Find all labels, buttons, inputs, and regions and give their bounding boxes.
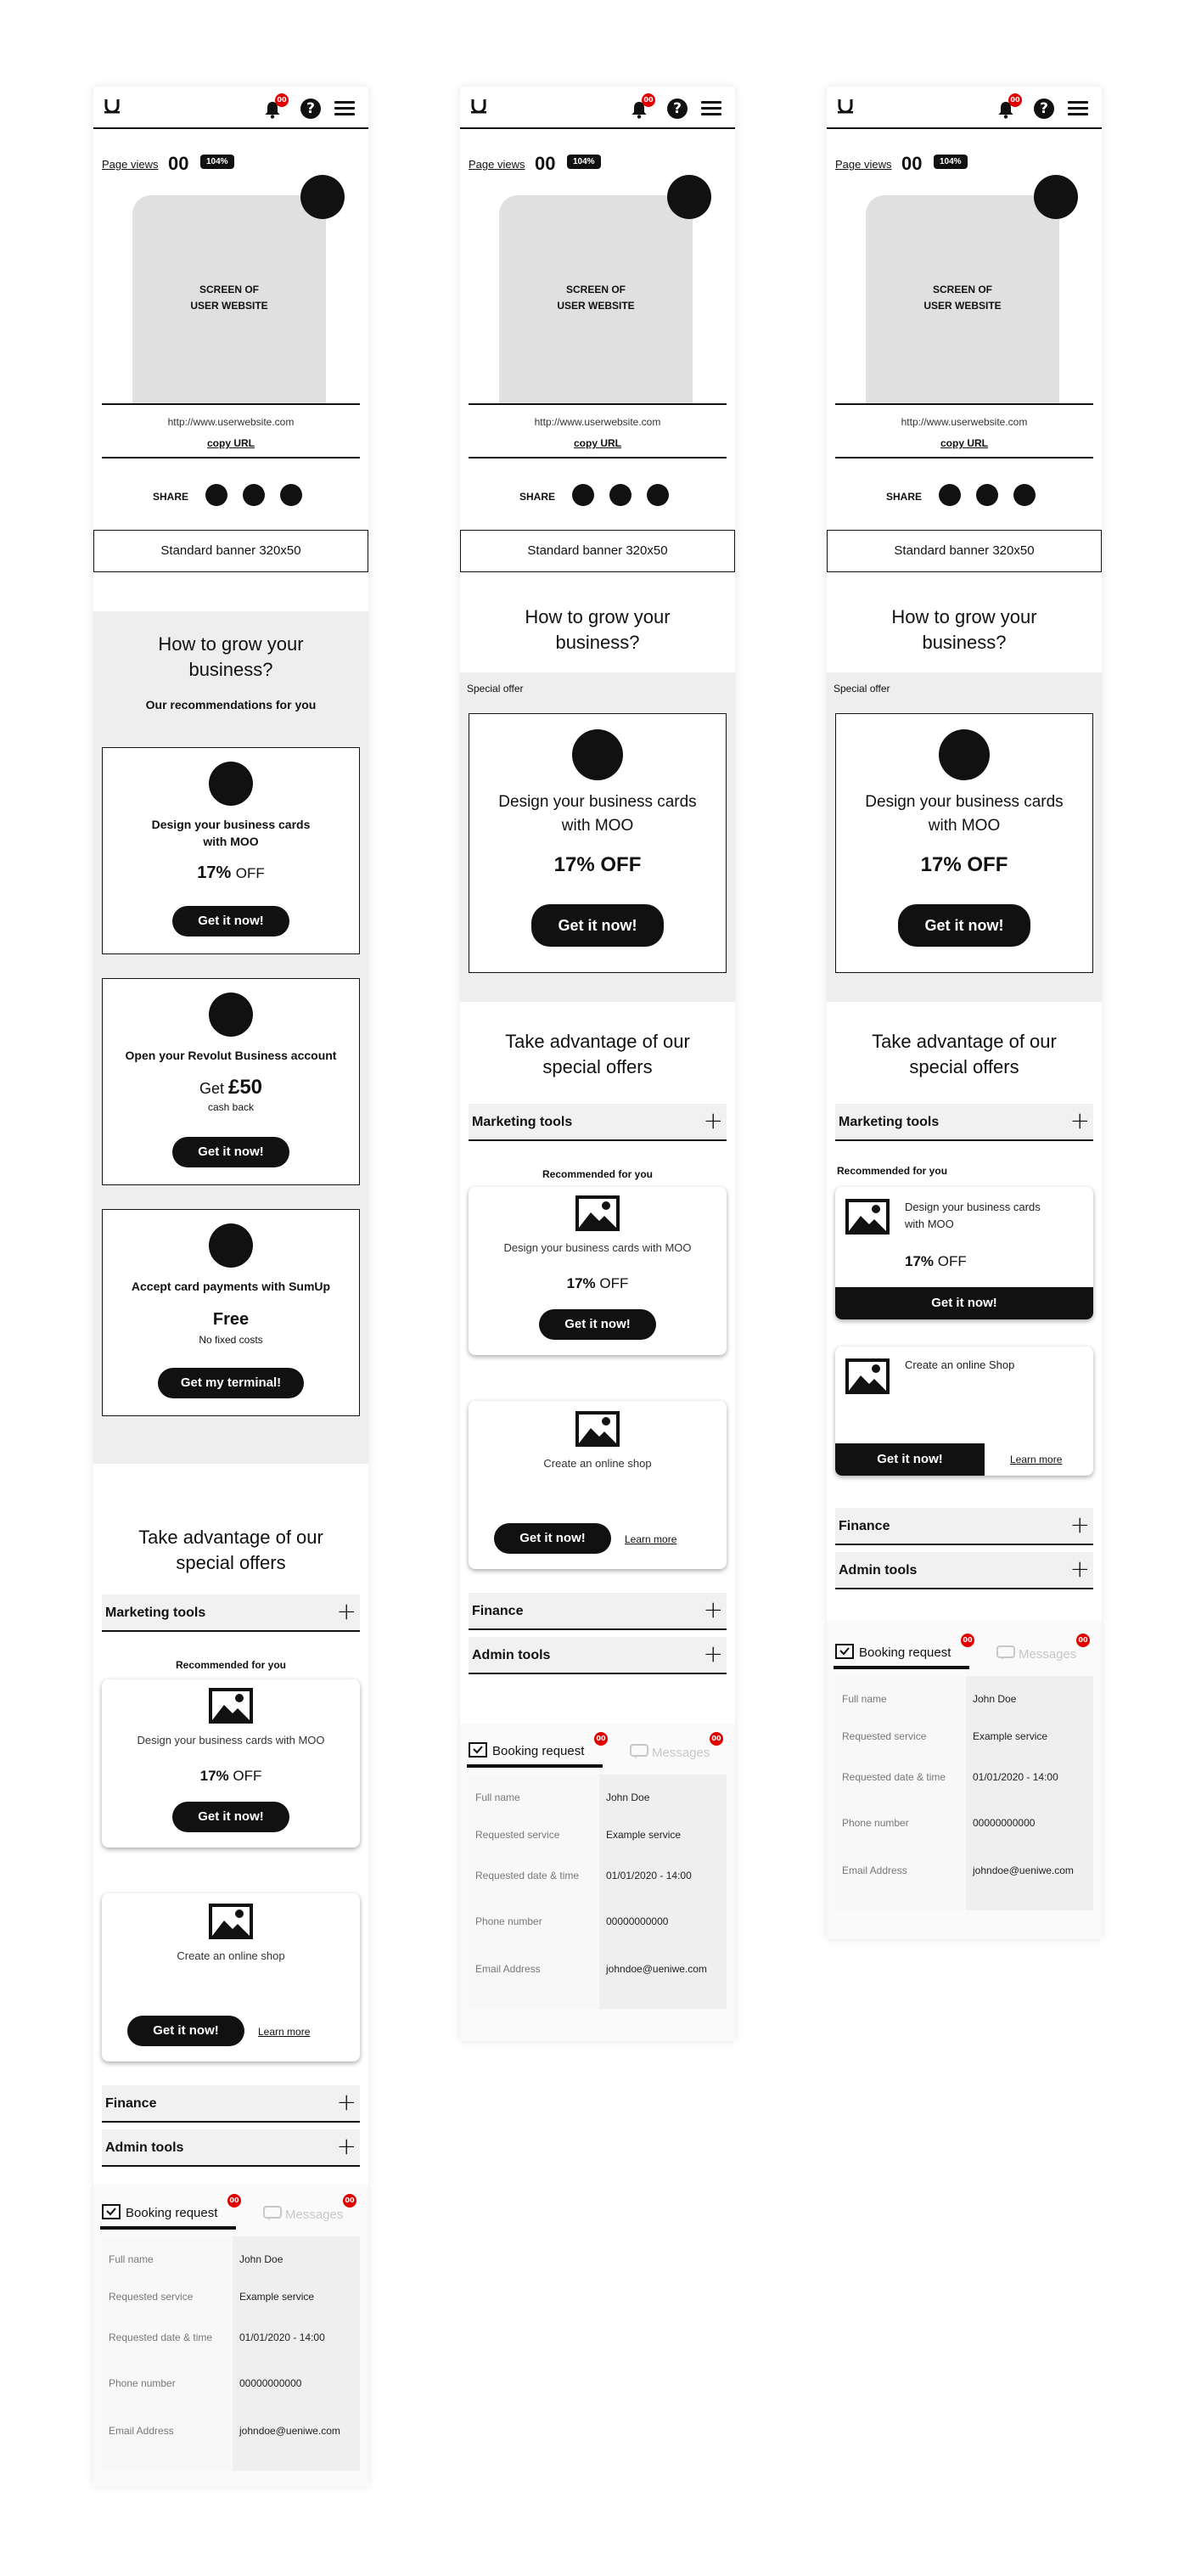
accordion-admin-tools[interactable] — [102, 2129, 360, 2167]
copy-url-link[interactable]: copy URL — [573, 437, 621, 449]
notification-badge: 00 — [710, 1732, 723, 1746]
recommended-label: Recommended for you — [542, 1168, 654, 1180]
field-label: Full name — [475, 1791, 520, 1803]
screen-label: SCREEN OF — [199, 284, 259, 295]
tab-booking-request[interactable] — [100, 2196, 239, 2230]
mobile-screen-variant-1 — [93, 87, 368, 2486]
recommended-label: Recommended for you — [837, 1165, 948, 1177]
offer-text: Create an online shop — [177, 1949, 285, 1962]
share-twitter-icon[interactable] — [609, 484, 631, 506]
field-label: Email Address — [109, 2425, 174, 2437]
plus-icon: + — [336, 2088, 356, 2116]
field-label: Phone number — [475, 1915, 542, 1927]
field-label: Requested service — [475, 1829, 560, 1841]
offer-card-moo — [835, 1187, 1093, 1319]
growth-badge: 104% — [934, 155, 968, 169]
menu-icon[interactable] — [334, 101, 355, 116]
accordion-label: Admin tools — [472, 1648, 551, 1662]
field-value: 00000000000 — [606, 1915, 669, 1927]
offer-price: 17% OFF — [553, 853, 642, 876]
share-twitter-icon[interactable] — [243, 484, 265, 506]
tab-label: Messages — [285, 2208, 344, 2222]
accordion-marketing-tools[interactable] — [835, 1104, 1093, 1141]
mobile-screen-variant-3 — [827, 87, 1102, 1939]
offer-price: Free — [212, 1310, 250, 1329]
offer-subtext: cash back — [207, 1101, 255, 1113]
field-value: John Doe — [606, 1791, 650, 1803]
accordion-finance[interactable] — [102, 2085, 360, 2123]
divider — [102, 457, 360, 458]
page-views-label[interactable]: Page views — [102, 158, 159, 171]
calendar-icon — [102, 2204, 121, 2219]
accordion-label: Marketing tools — [105, 1606, 206, 1620]
website-screenshot — [132, 195, 326, 403]
field-value: 00000000000 — [239, 2377, 302, 2389]
accordion-label: Finance — [472, 1604, 524, 1618]
mobile-screen-variant-2 — [460, 87, 735, 2041]
copy-url-link[interactable]: copy URL — [206, 437, 255, 449]
standard-banner[interactable]: Standard banner 320x50 — [827, 530, 1102, 572]
accordion-finance[interactable] — [469, 1593, 727, 1630]
page-views-value: 00 — [535, 153, 556, 174]
get-my-terminal-button[interactable]: Get my terminal! — [158, 1368, 304, 1398]
offer-price: 17% OFF — [197, 863, 265, 882]
offer-card-sumup — [102, 1209, 360, 1416]
offer-card-revolut — [102, 978, 360, 1185]
section-title: Take advantage of our special offers — [138, 1527, 323, 1573]
copy-url-link[interactable]: copy URL — [940, 437, 988, 449]
screen-label: USER WEBSITE — [923, 300, 1002, 312]
app-header — [827, 87, 1102, 129]
plus-icon: + — [1069, 1555, 1090, 1583]
plus-icon: + — [1069, 1510, 1090, 1538]
get-it-now-button[interactable]: Get it now! — [494, 1523, 611, 1554]
special-offer-label: Special offer — [834, 683, 890, 695]
section-title: How to grow your business? — [158, 633, 304, 680]
recommended-label: Recommended for you — [175, 1659, 287, 1671]
offer-text: Create an online Shop — [905, 1358, 1015, 1371]
image-placeholder-icon — [209, 1904, 253, 1939]
get-it-now-button[interactable]: Get it now! — [172, 1802, 289, 1832]
share-linkedin-icon[interactable] — [280, 484, 302, 506]
help-icon[interactable]: ? — [667, 98, 688, 119]
offer-card-moo — [835, 713, 1093, 973]
field-value: 01/01/2020 - 14:00 — [606, 1870, 692, 1881]
tab-messages[interactable] — [995, 1636, 1093, 1669]
share-label: SHARE — [886, 491, 923, 503]
section-title: Take advantage of our special offers — [872, 1031, 1057, 1077]
field-label: Full name — [109, 2253, 154, 2265]
website-url: http://www.userwebsite.com — [167, 416, 295, 428]
share-linkedin-icon[interactable] — [1013, 484, 1036, 506]
website-url: http://www.userwebsite.com — [534, 416, 661, 428]
growth-badge: 104% — [200, 155, 234, 169]
get-it-now-button[interactable]: Get it now! — [835, 1443, 985, 1476]
website-screenshot — [866, 195, 1059, 403]
field-label: Email Address — [475, 1963, 541, 1975]
field-value: 00000000000 — [973, 1817, 1036, 1829]
field-value: johndoe@ueniwe.com — [239, 2425, 340, 2437]
image-placeholder-icon — [575, 1195, 620, 1231]
calendar-icon — [469, 1742, 487, 1758]
field-value: Example service — [606, 1829, 682, 1841]
divider — [835, 457, 1093, 458]
screen-label: SCREEN OF — [565, 284, 626, 295]
divider — [469, 457, 727, 458]
accordion-label: Admin tools — [839, 1563, 918, 1578]
page-views-value: 00 — [901, 153, 923, 174]
standard-banner[interactable]: Standard banner 320x50 — [460, 530, 735, 572]
field-label: Full name — [842, 1693, 887, 1705]
accordion-marketing-tools[interactable] — [469, 1104, 727, 1141]
field-label: Requested date & time — [109, 2331, 213, 2343]
image-placeholder-icon — [209, 1688, 253, 1724]
field-value: John Doe — [239, 2253, 283, 2265]
offer-text: Design your business cards with MOO — [137, 1734, 325, 1746]
growth-badge: 104% — [567, 155, 601, 169]
share-facebook-icon[interactable] — [572, 484, 594, 506]
notification-badge: 00 — [594, 1732, 608, 1746]
calendar-icon — [835, 1644, 854, 1659]
partner-logo-icon — [572, 729, 623, 780]
website-url: http://www.userwebsite.com — [901, 416, 1028, 428]
plus-icon: + — [703, 1640, 723, 1668]
page-views-label[interactable]: Page views — [835, 158, 892, 171]
page-views-label[interactable]: Page views — [469, 158, 525, 171]
field-value: John Doe — [973, 1693, 1017, 1705]
field-value: johndoe@ueniwe.com — [606, 1963, 707, 1975]
partner-logo-icon — [209, 1223, 253, 1268]
plus-icon: + — [336, 2132, 356, 2160]
offer-price: 17% OFF — [199, 1768, 262, 1784]
accordion-admin-tools[interactable] — [469, 1637, 727, 1674]
get-it-now-button[interactable]: Get it now! — [531, 904, 664, 947]
tab-label: Booking request — [126, 2206, 218, 2220]
divider — [469, 403, 727, 405]
get-it-now-button[interactable]: Get it now! — [835, 1287, 1093, 1319]
booking-details-table — [102, 2236, 360, 2471]
section-title: How to grow your business? — [525, 606, 671, 653]
offer-title: Accept card payments with SumUp — [131, 1280, 331, 1293]
offer-text: Design your business cards with MOO — [905, 1201, 1041, 1230]
avatar[interactable] — [1034, 175, 1078, 219]
partner-logo-icon — [939, 729, 990, 780]
share-label: SHARE — [519, 491, 556, 503]
field-value: johndoe@ueniwe.com — [973, 1865, 1074, 1876]
accordion-marketing-tools[interactable] — [102, 1595, 360, 1632]
share-facebook-icon[interactable] — [939, 484, 961, 506]
field-value: 01/01/2020 - 14:00 — [973, 1771, 1058, 1783]
tab-label: Messages — [652, 1746, 710, 1760]
offer-card-moo — [469, 1187, 727, 1355]
get-it-now-button[interactable]: Get it now! — [127, 2016, 244, 2046]
tab-label: Messages — [1019, 1647, 1077, 1662]
screen-label: USER WEBSITE — [190, 300, 268, 312]
offer-subtext: No fixed costs — [199, 1334, 263, 1346]
message-icon — [630, 1744, 648, 1759]
field-value: Example service — [239, 2291, 315, 2303]
offer-price: 17% OFF — [920, 853, 1008, 876]
share-label: SHARE — [153, 491, 189, 503]
tab-messages[interactable] — [261, 2196, 360, 2230]
plus-icon: + — [336, 1597, 356, 1625]
field-label: Email Address — [842, 1865, 907, 1876]
field-value: Example service — [973, 1730, 1048, 1742]
field-label: Requested service — [842, 1730, 927, 1742]
offer-card-online-shop — [469, 1401, 727, 1569]
accordion-label: Finance — [105, 2096, 157, 2111]
offer-title: Open your Revolut Business account — [125, 1049, 337, 1062]
avatar[interactable] — [667, 175, 711, 219]
offer-text: Create an online shop — [543, 1457, 652, 1470]
special-offer-label: Special offer — [467, 683, 524, 695]
message-icon — [996, 1645, 1015, 1661]
standard-banner[interactable]: Standard banner 320x50 — [93, 530, 368, 572]
plus-icon: + — [1069, 1106, 1090, 1134]
learn-more-link[interactable]: Learn more — [625, 1533, 677, 1545]
offer-title: Design your business cards with MOO — [151, 818, 311, 848]
notification-badge: 00 — [275, 93, 289, 107]
get-it-now-button[interactable]: Get it now! — [172, 1137, 289, 1167]
logo-icon[interactable] — [470, 98, 487, 114]
offer-title: Design your business cards with MOO — [865, 793, 1064, 835]
offer-card-online-shop — [102, 1893, 360, 2061]
offer-title: Design your business cards with MOO — [498, 793, 697, 835]
field-label: Phone number — [109, 2377, 176, 2389]
notification-badge: 00 — [961, 1634, 974, 1647]
screen-label: SCREEN OF — [932, 284, 992, 295]
partner-logo-icon — [209, 762, 253, 806]
notification-badge: 00 — [227, 2194, 241, 2208]
avatar[interactable] — [300, 175, 345, 219]
share-linkedin-icon[interactable] — [647, 484, 669, 506]
notification-badge: 00 — [642, 93, 655, 107]
app-header — [93, 87, 368, 129]
offer-card-moo — [102, 1679, 360, 1848]
accordion-label: Marketing tools — [472, 1115, 573, 1129]
menu-icon[interactable] — [1068, 101, 1088, 116]
offer-price: Get £50 — [199, 1076, 263, 1099]
get-it-now-button[interactable]: Get it now! — [172, 906, 289, 936]
accordion-label: Admin tools — [105, 2140, 184, 2155]
logo-icon[interactable] — [837, 98, 854, 114]
tab-booking-request[interactable] — [467, 1735, 606, 1768]
learn-more-link[interactable]: Learn more — [1010, 1454, 1063, 1465]
recommendations-subtitle: Our recommendations for you — [145, 698, 317, 711]
field-label: Phone number — [842, 1817, 909, 1829]
plus-icon: + — [703, 1595, 723, 1623]
image-placeholder-icon — [575, 1411, 620, 1447]
section-title: How to grow your business? — [891, 606, 1037, 653]
tab-messages[interactable] — [628, 1737, 727, 1768]
offer-text: Design your business cards with MOO — [503, 1241, 692, 1254]
plus-icon: + — [703, 1106, 723, 1134]
help-icon[interactable]: ? — [300, 98, 321, 119]
partner-logo-icon — [209, 993, 253, 1037]
accordion-admin-tools[interactable] — [835, 1552, 1093, 1589]
notification-badge: 00 — [343, 2194, 356, 2208]
notification-badge: 00 — [1008, 93, 1022, 107]
accordion-finance[interactable] — [835, 1508, 1093, 1545]
help-icon[interactable]: ? — [1034, 98, 1054, 119]
get-it-now-button[interactable]: Get it now! — [898, 904, 1030, 947]
tab-booking-request[interactable] — [834, 1636, 973, 1669]
offer-price: 17% OFF — [566, 1275, 629, 1291]
offer-price: 17% OFF — [905, 1253, 967, 1269]
booking-details-table — [835, 1676, 1093, 1910]
website-screenshot — [499, 195, 693, 403]
share-facebook-icon[interactable] — [205, 484, 227, 506]
share-twitter-icon[interactable] — [976, 484, 998, 506]
tab-label: Booking request — [492, 1744, 585, 1758]
offer-card-moo — [469, 713, 727, 973]
app-header — [460, 87, 735, 129]
booking-details-table — [469, 1775, 727, 2009]
field-value: 01/01/2020 - 14:00 — [239, 2331, 325, 2343]
offer-card-moo — [102, 747, 360, 954]
divider — [102, 403, 360, 405]
image-placeholder-icon — [845, 1199, 890, 1235]
field-label: Requested service — [109, 2291, 194, 2303]
offer-card-online-shop — [835, 1347, 1093, 1476]
message-icon — [263, 2206, 282, 2221]
divider — [835, 403, 1093, 405]
section-title: Take advantage of our special offers — [505, 1031, 690, 1077]
accordion-label: Finance — [839, 1519, 890, 1533]
notification-badge: 00 — [1076, 1634, 1090, 1647]
learn-more-link[interactable]: Learn more — [258, 2026, 311, 2038]
logo-icon[interactable] — [104, 98, 121, 114]
get-it-now-button[interactable]: Get it now! — [539, 1309, 656, 1340]
menu-icon[interactable] — [701, 101, 721, 116]
field-label: Requested date & time — [842, 1771, 946, 1783]
screen-label: USER WEBSITE — [557, 300, 635, 312]
accordion-label: Marketing tools — [839, 1115, 940, 1129]
tab-label: Booking request — [859, 1645, 951, 1660]
field-label: Requested date & time — [475, 1870, 580, 1881]
page-views-value: 00 — [168, 153, 189, 174]
image-placeholder-icon — [845, 1358, 890, 1394]
